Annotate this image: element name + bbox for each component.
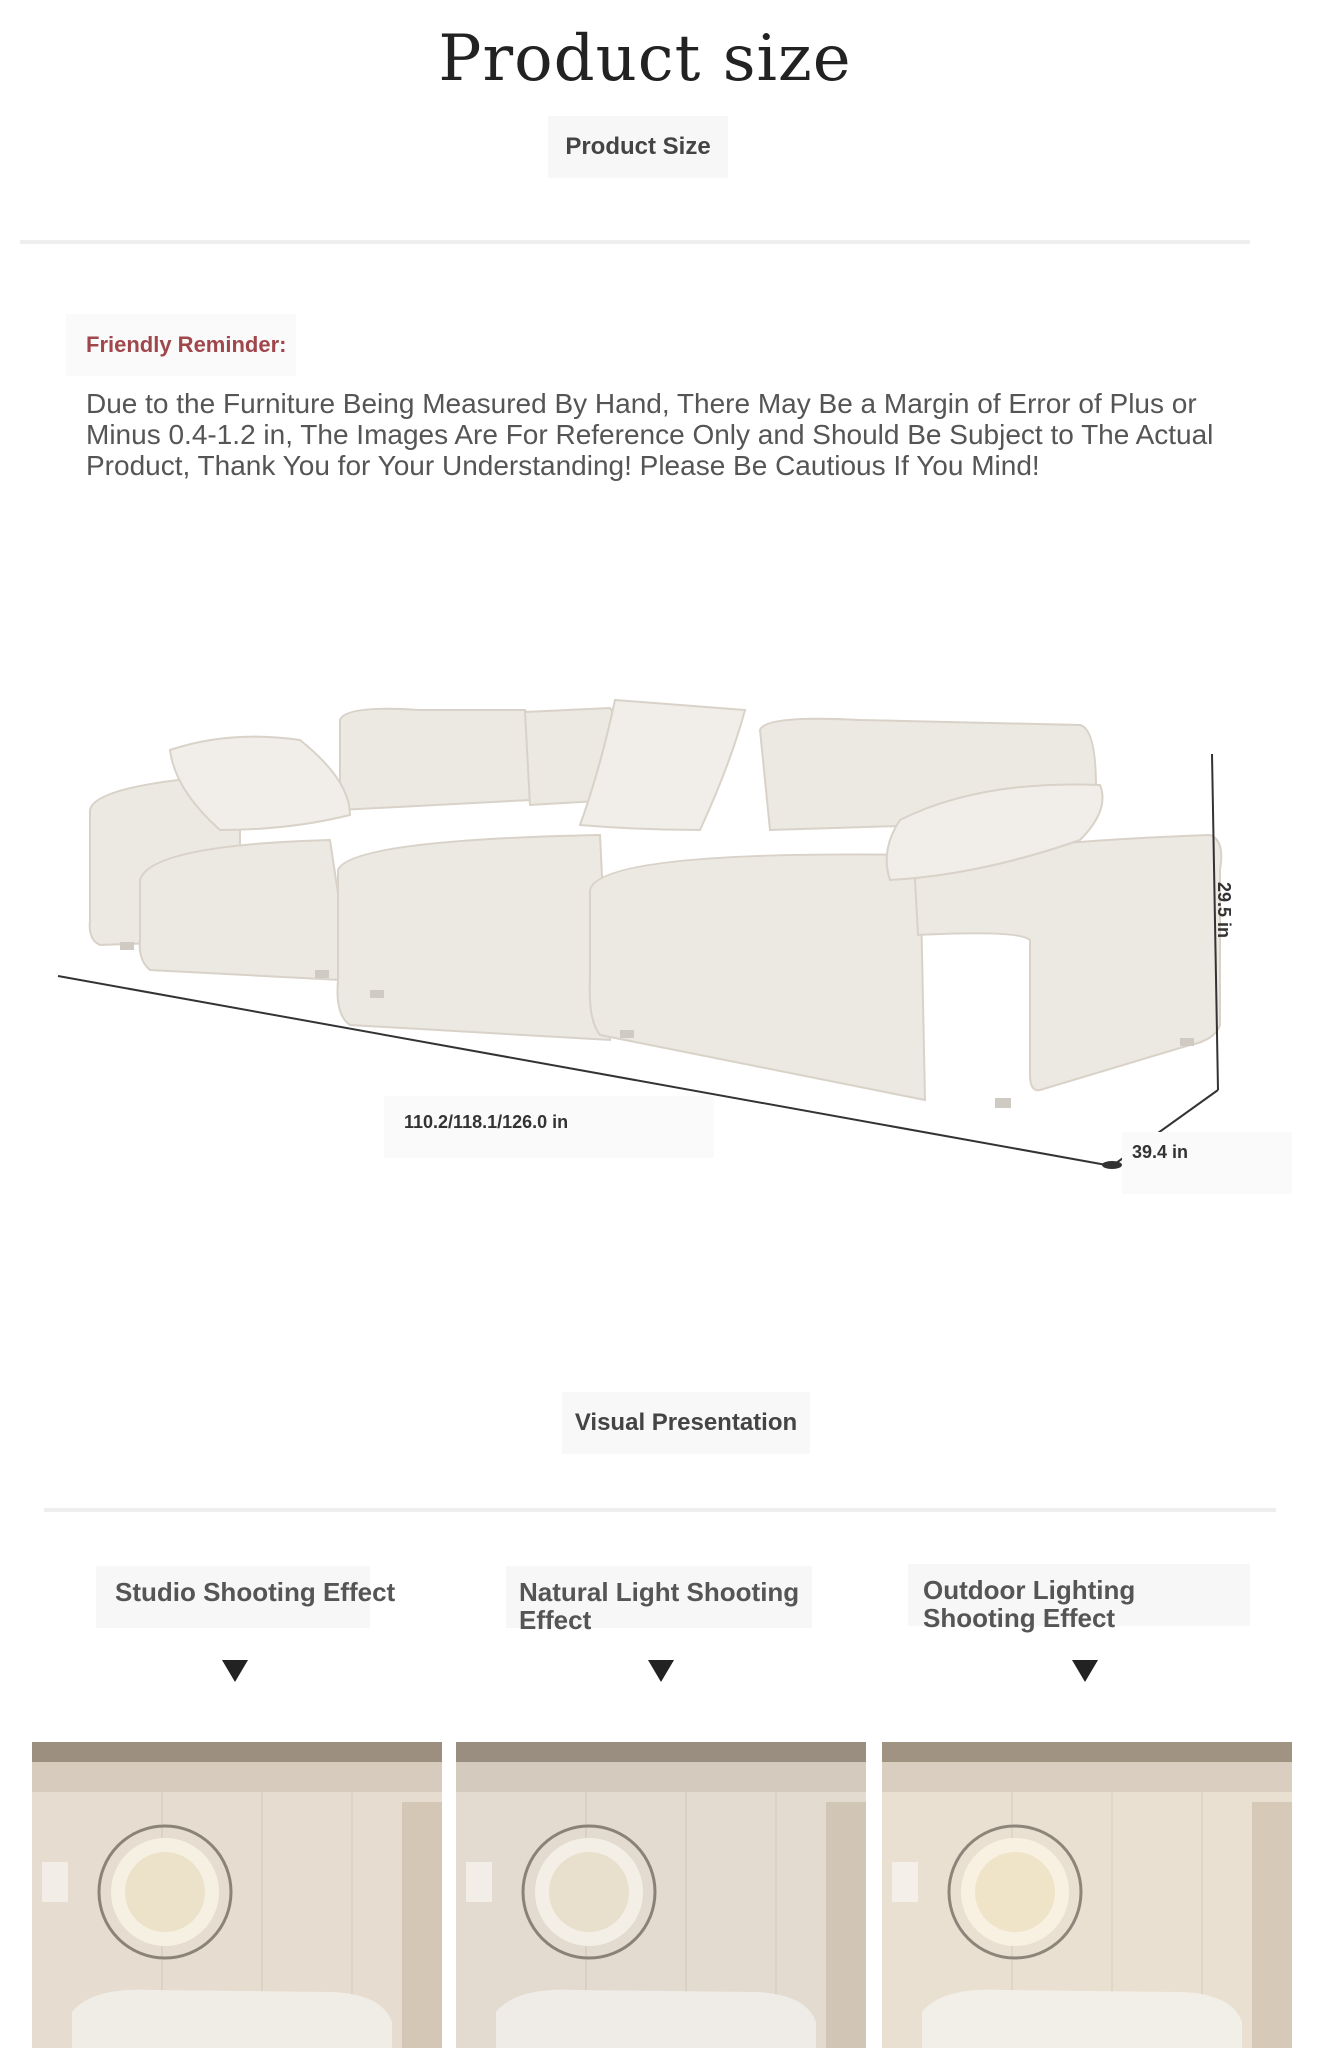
divider — [44, 1508, 1276, 1512]
effect-label-outdoor: Outdoor Lighting Shooting Effect — [923, 1575, 1136, 1633]
dimension-endpoint — [1102, 1161, 1122, 1169]
living-room-image — [32, 1742, 442, 2048]
effect-label-natural: Natural Light Shooting Effect — [519, 1577, 800, 1635]
reminder-label: Friendly Reminder: — [86, 332, 287, 357]
length-label: 110.2/118.1/126.0 in — [404, 1112, 569, 1132]
arrow-down-icon — [222, 1660, 248, 1682]
living-room-image — [456, 1742, 866, 2048]
effect-label-studio: Studio Shooting Effect — [115, 1577, 396, 1607]
depth-label: 39.4 in — [1132, 1142, 1189, 1162]
arrow-down-icon — [1072, 1660, 1098, 1682]
living-room-image — [882, 1742, 1292, 2048]
outdoor-lighting-photo — [882, 1742, 1292, 2048]
visual-presentation-title: Visual Presentation — [562, 1392, 810, 1454]
page-title: Product size — [438, 22, 852, 96]
height-label: 29.5 in — [1214, 882, 1234, 939]
natural-light-photo — [456, 1742, 866, 2048]
arrow-down-icon — [648, 1660, 674, 1682]
divider — [20, 240, 1250, 244]
section-subtitle: Product Size — [548, 116, 728, 178]
reminder-text: Due to the Furniture Being Measured By Hand, There May Be a Margin of Error of Plus or Minus 0.4-1.2 in, The Images Are For Reference Only and Should Be Subject to The Actual Product, Thank You for Your Understanding! Please Be Cautious If You Mind! — [86, 388, 1214, 481]
sofa-image — [90, 700, 1222, 1100]
studio-photo — [32, 1742, 442, 2048]
